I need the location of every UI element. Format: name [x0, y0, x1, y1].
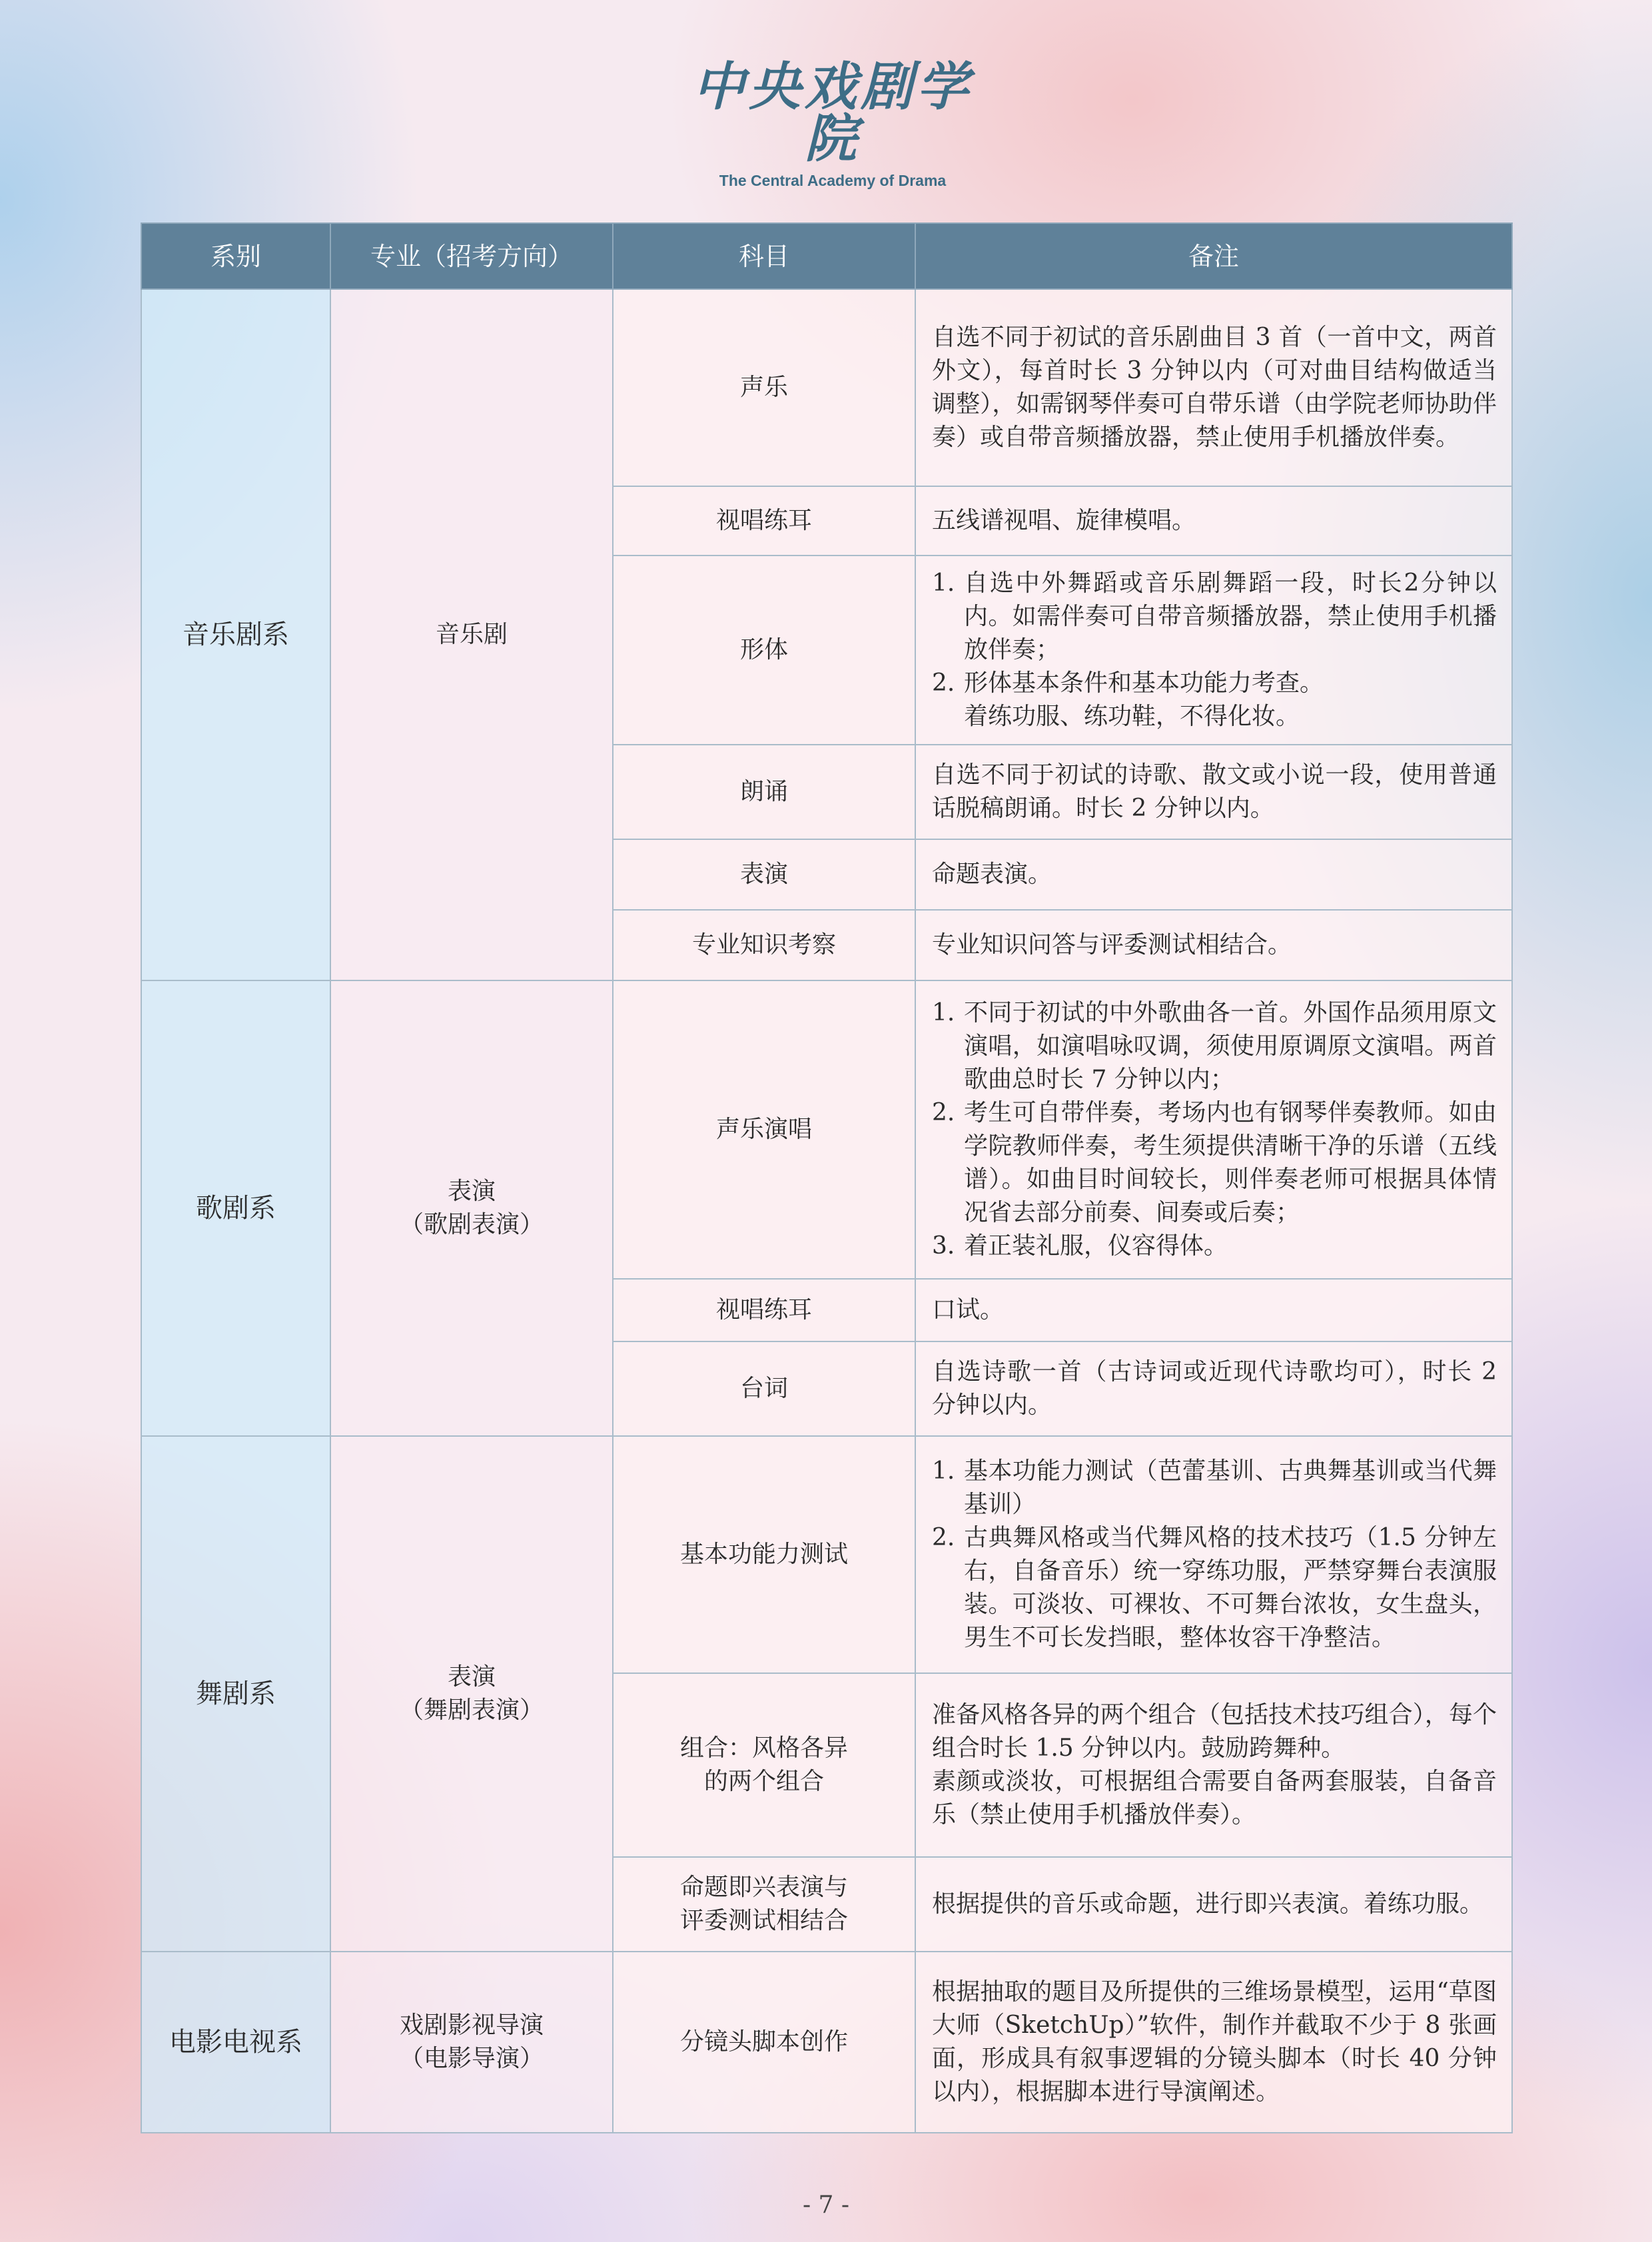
- department-cell: [141, 980, 330, 1436]
- page-number: - 7 -: [802, 2191, 850, 2219]
- logo-chinese-text: 中央戏剧学院: [692, 57, 973, 169]
- subject-line: 声乐演唱: [715, 1116, 812, 1143]
- remarks-paragraph: 根据提供的音乐或命题，进行即兴表演。着练功服。: [932, 1890, 1484, 1918]
- subject-cell: [613, 910, 915, 980]
- remarks-cell: [915, 1279, 1512, 1341]
- subject-cell: [613, 839, 915, 910]
- subject-line: 视唱练耳: [715, 1296, 812, 1323]
- header-subject: 科目: [613, 223, 915, 289]
- subject-cell: [613, 1341, 915, 1436]
- major-cell: [330, 1436, 613, 1952]
- major-line: 表演: [447, 1178, 496, 1205]
- subject-line: 分镜头脚本创作: [679, 2028, 848, 2055]
- remarks-list-item: [932, 996, 1497, 1096]
- remarks-paragraph: 自选诗歌一首（古诗词或近现代诗歌均可），时长 2 分钟以内。: [932, 1358, 1497, 1419]
- remarks-paragraph: 口试。: [932, 1296, 1005, 1323]
- subject-cell: [613, 980, 915, 1279]
- list-item-text: 基本功能力测试（芭蕾基训、古典舞基训或当代舞基训）: [964, 1457, 1497, 1518]
- subject-line: 朗诵: [739, 778, 788, 805]
- major-line: （歌剧表演）: [399, 1211, 544, 1238]
- department-name: 舞剧系: [196, 1679, 276, 1709]
- remarks-cell: [915, 289, 1512, 486]
- department-cell: [141, 1952, 330, 2133]
- remarks-cell: [915, 1436, 1512, 1673]
- list-item-text: 考生可自带伴奏，考场内也有钢琴伴奏教师。如由学院教师伴奏，考生须提供清晰干净的乐谱（五线谱）。如曲目时间较长，则伴奏老师可根据具体情况省去部分前奏、间奏或后奏；: [964, 1099, 1497, 1226]
- remarks-list-item: [932, 1230, 1497, 1263]
- table-header-row: [141, 223, 1512, 289]
- subject-line: 视唱练耳: [715, 507, 812, 534]
- subject-cell: [613, 556, 915, 745]
- major-line: （电影导演）: [399, 2045, 544, 2072]
- remarks-cell: [915, 556, 1512, 745]
- remarks-paragraph: 准备风格各异的两个组合（包括技术技巧组合），每个组合时长 1.5 分钟以内。鼓励跨舞种。: [932, 1701, 1497, 1762]
- exam-subjects-table: [141, 222, 1513, 2133]
- header-department: 系别: [141, 223, 330, 289]
- major-cell: [330, 289, 613, 980]
- remarks-paragraph: 自选不同于初试的音乐剧曲目 3 首（一首中文，两首外文），每首时长 3 分钟以内（可对曲目结构做适当调整），如需钢琴伴奏可自带乐谱（由学院老师协助伴奏）或自带音频播放器，禁止使用手机播放伴奏。: [932, 324, 1497, 451]
- list-item-number: 2.: [932, 669, 955, 697]
- table-body: [141, 289, 1512, 2133]
- major-line: （舞剧表演）: [399, 1696, 544, 1724]
- list-item-number: 1.: [932, 569, 955, 597]
- subject-cell: [613, 1279, 915, 1341]
- remarks-list-item: [932, 567, 1497, 667]
- list-item-number: 2.: [932, 1099, 955, 1126]
- table-row: [141, 1952, 1512, 2133]
- remarks-list-item: [932, 1096, 1497, 1230]
- list-item-text: 古典舞风格或当代舞风格的技术技巧（1.5 分钟左右，自备音乐）统一穿练功服，严禁穿舞台表演服装。可淡妆、可裸妆、不可舞台浓妆，女生盘头，男生不可长发挡眼，整体妆容干净整洁。: [964, 1524, 1497, 1651]
- subject-cell: [613, 1436, 915, 1673]
- table-row: [141, 980, 1512, 1279]
- subject-line: 评委测试相结合: [679, 1907, 848, 1934]
- major-line: 音乐剧: [435, 621, 508, 648]
- major-line: 戏剧影视导演: [399, 2012, 544, 2039]
- list-item-text: 不同于初试的中外歌曲各一首。外国作品须用原文演唱，如演唱咏叹调，须使用原调原文演唱。两首歌曲总时长 7 分钟以内；: [964, 999, 1497, 1093]
- subject-cell: [613, 1857, 915, 1952]
- list-item-text: 自选中外舞蹈或音乐剧舞蹈一段，时长2分钟以内。如需伴奏可自带音频播放器，禁止使用手机播放伴奏；: [964, 569, 1497, 663]
- subject-line: 形体: [739, 636, 788, 663]
- subject-line: 专业知识考察: [691, 931, 836, 958]
- subject-cell: [613, 745, 915, 839]
- department-name: 音乐剧系: [183, 619, 289, 650]
- department-name: 歌剧系: [196, 1193, 276, 1224]
- remarks-cell: [915, 1857, 1512, 1952]
- subject-cell: [613, 1952, 915, 2133]
- subject-cell: [613, 486, 915, 556]
- remarks-cell: [915, 839, 1512, 910]
- remarks-cell: [915, 486, 1512, 556]
- list-item-number: 3.: [932, 1232, 955, 1260]
- remarks-paragraph: 命题表演。: [932, 861, 1052, 888]
- remarks-paragraph: 根据抽取的题目及所提供的三维场景模型，运用“草图大师（SketchUp）”软件，制作并截取不少于 8 张画面，形成具有叙事逻辑的分镜头脚本（时长 40 分钟以内），根据脚本进行导演阐述。: [932, 1978, 1497, 2105]
- remarks-paragraph: 自选不同于初试的诗歌、散文或小说一段，使用普通话脱稿朗诵。时长 2 分钟以内。: [932, 761, 1497, 822]
- remarks-list-item: [932, 1521, 1497, 1655]
- major-cell: [330, 980, 613, 1436]
- remarks-list-item: [932, 667, 1497, 700]
- subject-line: 基本功能力测试: [679, 1541, 848, 1568]
- list-item-number: 1.: [932, 1457, 955, 1485]
- remarks-cell: [915, 1341, 1512, 1436]
- major-line: 表演: [447, 1663, 496, 1690]
- remarks-cell: [915, 910, 1512, 980]
- remarks-tail-note: 着练功服、练功鞋，不得化妆。: [964, 703, 1300, 730]
- department-cell: [141, 1436, 330, 1952]
- subject-cell: [613, 1673, 915, 1857]
- table-row: [141, 289, 1512, 486]
- list-item-text: 形体基本条件和基本功能力考查。: [964, 669, 1324, 697]
- subject-line: 的两个组合: [703, 1768, 824, 1795]
- remarks-list-item: [932, 1455, 1497, 1521]
- remarks-cell: [915, 1673, 1512, 1857]
- subject-line: 声乐: [739, 374, 788, 401]
- subject-line: 组合：风格各异: [679, 1734, 848, 1762]
- header-major: 专业（招考方向）: [330, 223, 613, 289]
- remarks-paragraph: 素颜或淡妆，可根据组合需要自备两套服装，自备音乐（禁止使用手机播放伴奏）。: [932, 1768, 1497, 1828]
- table-row: [141, 1436, 1512, 1673]
- list-item-number: 2.: [932, 1524, 955, 1551]
- remarks-paragraph: 专业知识问答与评委测试相结合。: [932, 931, 1292, 958]
- subject-line: 表演: [739, 861, 788, 888]
- remarks-cell: [915, 980, 1512, 1279]
- header-remarks: 备注: [915, 223, 1512, 289]
- subject-cell: [613, 289, 915, 486]
- department-name: 电影电视系: [169, 2027, 302, 2057]
- major-cell: [330, 1952, 613, 2133]
- academy-logo: [686, 57, 979, 190]
- remarks-cell: [915, 745, 1512, 839]
- list-item-number: 1.: [932, 999, 955, 1026]
- list-item-text: 着正装礼服，仪容得体。: [964, 1232, 1228, 1260]
- department-cell: [141, 289, 330, 980]
- subject-line: 台词: [739, 1375, 788, 1402]
- subject-line: 命题即兴表演与: [679, 1874, 848, 1901]
- remarks-paragraph: 五线谱视唱、旋律模唱。: [932, 507, 1196, 534]
- remarks-cell: [915, 1952, 1512, 2133]
- logo-english-text: The Central Academy of Drama: [719, 172, 947, 189]
